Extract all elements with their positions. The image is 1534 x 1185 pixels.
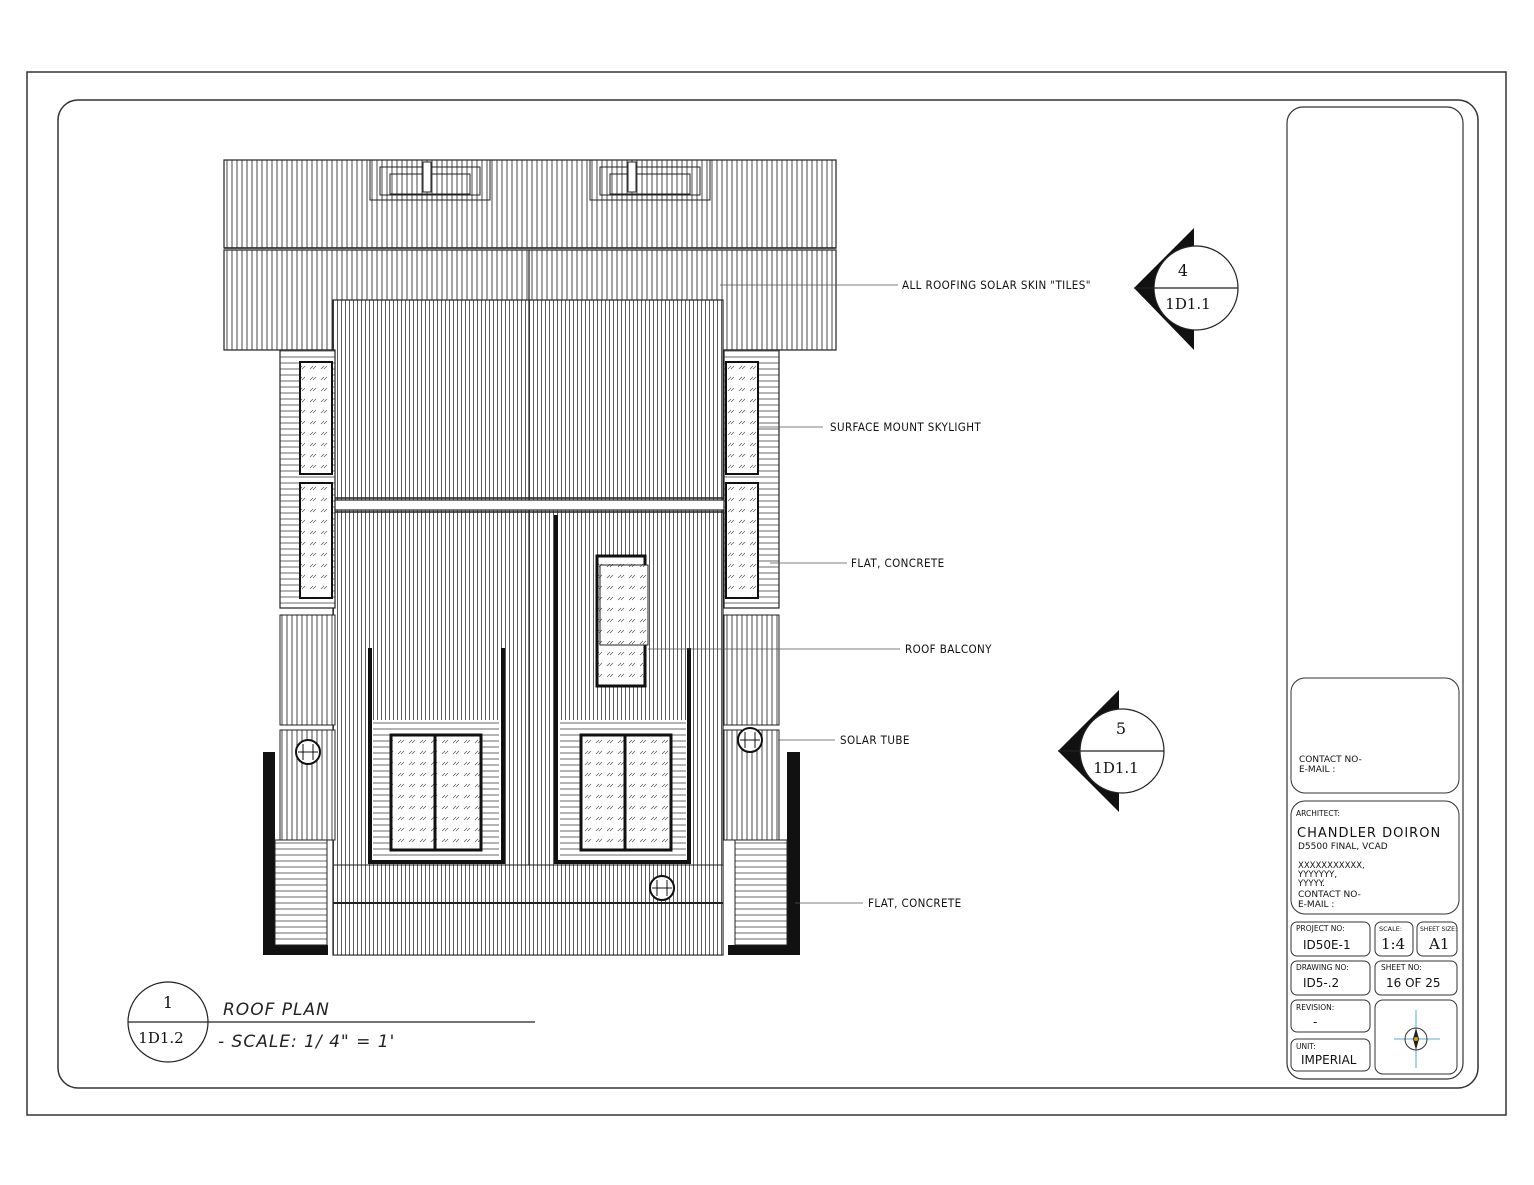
- view-title-ref: 1D1.2: [138, 1029, 184, 1047]
- solar-tube-left: [296, 740, 320, 764]
- section-marker-4: [1134, 228, 1238, 350]
- north-arrow-icon: [1394, 1010, 1440, 1068]
- architect-email: E-MAIL :: [1298, 900, 1335, 910]
- view-title-scale: - SCALE: 1/ 4" = 1': [218, 1032, 396, 1052]
- skylight-left-top: [300, 362, 332, 474]
- architect-course: D5500 FINAL, VCAD: [1298, 842, 1388, 852]
- label-skylight: SURFACE MOUNT SKYLIGHT: [830, 420, 982, 434]
- architect-contact: CONTACT NO-: [1298, 890, 1361, 900]
- view-title-number: 1: [162, 993, 174, 1012]
- contact-box-email: E-MAIL :: [1299, 765, 1336, 775]
- label-flat-concrete-2: FLAT, CONCRETE: [868, 896, 962, 910]
- label-solar-tube: SOLAR TUBE: [840, 733, 910, 747]
- sheet-no-label: SHEET NO:: [1381, 963, 1422, 972]
- title-block: [1287, 107, 1463, 1079]
- solar-tube-right: [738, 728, 762, 752]
- section-marker-5-number: 5: [1115, 719, 1127, 738]
- revision-label: REVISION:: [1296, 1003, 1335, 1012]
- architect-label: ARCHITECT:: [1296, 809, 1340, 818]
- label-roof-balcony: ROOF BALCONY: [905, 642, 992, 656]
- label-flat-concrete-1: FLAT, CONCRETE: [851, 556, 945, 570]
- unit-value: IMPERIAL: [1301, 1053, 1357, 1067]
- architect-line3: YYYYY.: [1298, 879, 1325, 889]
- revision-value: -: [1313, 1015, 1318, 1029]
- sheet-size-label: SHEET SIZE:: [1420, 926, 1457, 933]
- section-marker-4-ref: 1D1.1: [1165, 295, 1211, 313]
- skylight-right-bottom: [726, 483, 758, 598]
- sheet-size-value: A1: [1429, 935, 1450, 953]
- scale-value: 1:4: [1381, 935, 1406, 953]
- contact-box-contact: CONTACT NO-: [1299, 755, 1362, 765]
- drawing-no-value: ID5-.2: [1303, 976, 1340, 990]
- architect-line1: XXXXXXXXXXX,: [1298, 861, 1365, 871]
- roof-plan: [224, 160, 836, 955]
- section-marker-4-number: 4: [1177, 261, 1189, 280]
- skylight-left-bottom: [300, 483, 332, 598]
- solar-tube-bottom: [650, 876, 674, 900]
- architect-line2: YYYYYYY,: [1298, 870, 1338, 880]
- contact-box: [1291, 678, 1459, 793]
- view-title: [128, 982, 535, 1062]
- project-no-value: ID50E-1: [1303, 938, 1351, 952]
- label-roofing: ALL ROOFING SOLAR SKIN "TILES": [902, 278, 1091, 292]
- section-marker-5: [1058, 690, 1164, 812]
- sheet-no-value: 16 OF 25: [1386, 976, 1441, 990]
- unit-label: UNIT:: [1296, 1042, 1316, 1051]
- drawing-no-label: DRAWING NO:: [1296, 963, 1349, 972]
- skylight-right-top: [726, 362, 758, 474]
- roof-body-upper: [333, 300, 723, 500]
- scale-label: SCALE:: [1379, 925, 1403, 933]
- section-marker-5-ref: 1D1.1: [1093, 759, 1139, 777]
- roof-upper-band: [224, 160, 836, 248]
- project-no-label: PROJECT NO:: [1296, 924, 1345, 933]
- architect-name: CHANDLER DOIRON: [1297, 826, 1442, 841]
- view-title-name: ROOF PLAN: [223, 1000, 330, 1020]
